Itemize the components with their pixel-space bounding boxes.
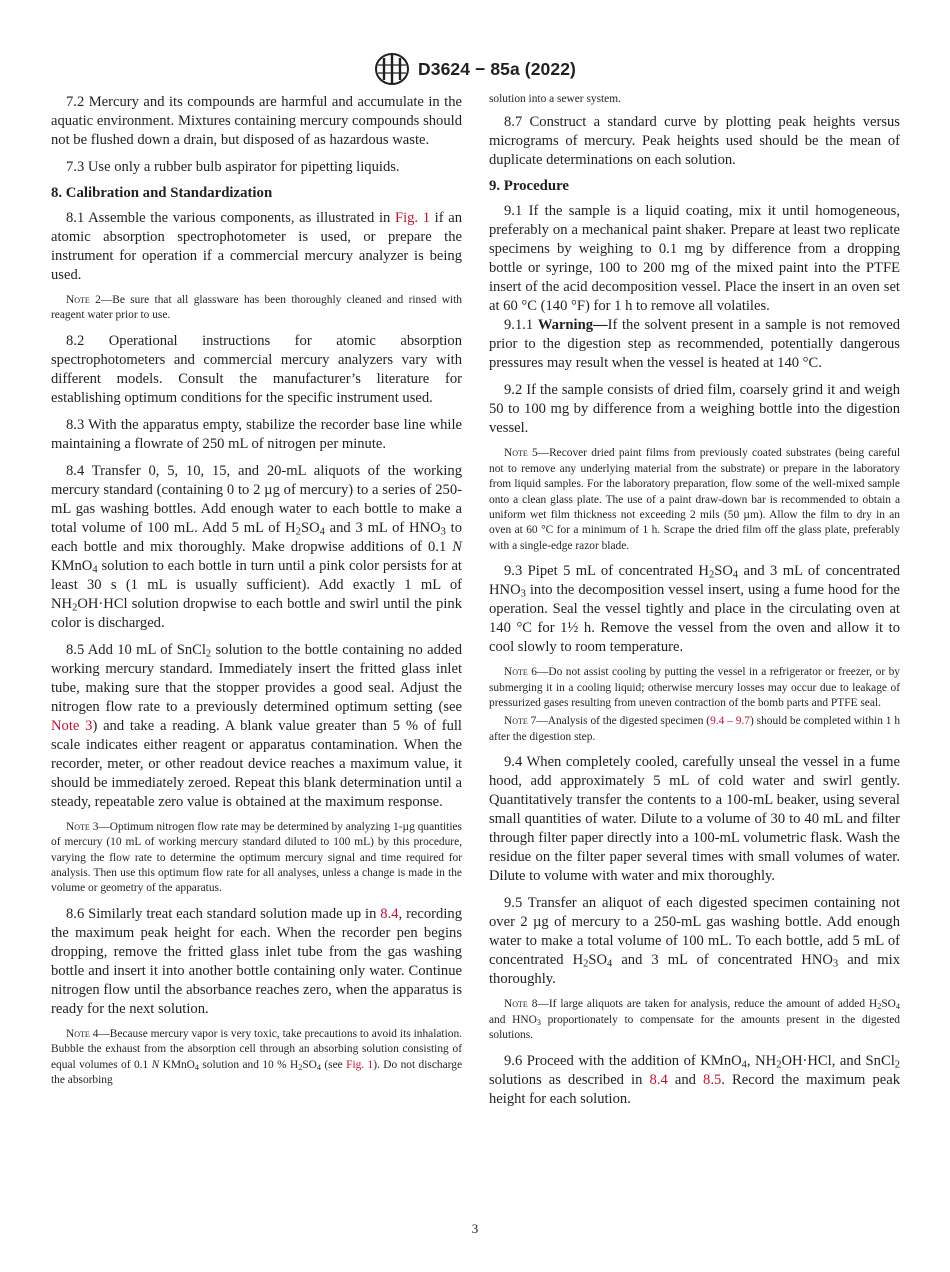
page-header [0, 52, 950, 91]
section-9-1-1: 9.1.1 Warning—If the solvent present in a sample is not removed prior to the digestion step as recommended, potentially dangerous pressures may result when the vessel is heated at 140 °C. [489, 317, 900, 372]
section-9-4-9-7-link[interactable]: 9.4 – 9.7 [710, 715, 750, 728]
fig-1-link-note4[interactable]: Fig. 1 [346, 1058, 374, 1071]
note-4-continuation: solution into a sewer system. [489, 93, 621, 105]
section-8-4: 8.4 Transfer 0, 5, 10, 15, and 20-mL aliquots of the working mercury standard (containing 0 to 2 µg of mercury) to a series of 250-mL gas washing bottles. Add enough water to each bottle to make a total volume of 100 mL. Add 5 mL of $H_2SO_4$ and 3 mL of $HNO_3$ to each bottle and mix thoroughly. Make dropwise additions of 0.1 N KMnO$_4$ solution to each bottle in turn until a pink color persists for at least 30 s (1 mL is usually sufficient). Add exactly 1 mL of $NH_2OH\cdot HCl$ solution dropwise to each bottle and swirl until the pink color is discharged. [51, 462, 463, 631]
section-8-4-link-2[interactable]: 8.4 [649, 1071, 668, 1088]
page-number: 3 [471, 1221, 479, 1236]
section-9-2: 9.2 If the sample consists of dried film, coarsely grind it and weigh 50 to 100 mg by difference from a weighing bottle into the digestion vessel. [489, 382, 900, 437]
note-5: Note 5—Recover dried paint films from previously coated substrates (being careful not to remove any underlying material from the substrate) or prepare in the laboratory from liquid samples. For the laboratory preparation, flow some of the well-mixed sample onto a clean glass plate. The use of a paint draw-down bar is recommended to obtain a uniform wet film thickness not exceeding 2 mils (50 µm). Allow the film to dry in an oven at 60 °C for a minimum of 1 h. Scrape the dried film off the glass plate, preferably with a single-edge razor blade. [489, 447, 900, 552]
right-column [489, 92, 900, 1117]
note-8: Note 8—If large aliquots are taken for analysis, reduce the amount of added $H_2SO_4$ and $HNO_3$ proportionately to compensate for the amounts present in the digested solutions. [489, 998, 900, 1042]
warning-label: Warning— [537, 317, 608, 334]
section-8-2: 8.2 Operational instructions for atomic absorption spectrophotometers and commercial mercury analyzers vary with different models. Consult the manufacturer’s literature for establishing optimum conditions for the specific instrument used. [51, 332, 462, 406]
document-id: D3624 − 85a (2022) [418, 58, 576, 79]
note-2: Note 2—Be sure that all glassware has been thoroughly cleaned and rinsed with reagent water prior to use. [51, 294, 462, 322]
left-column [51, 93, 462, 1096]
section-7-3: 7.3 Use only a rubber bulb aspirator for pipetting liquids. [66, 159, 400, 175]
heading-procedure: 9. Procedure [489, 178, 569, 195]
section-8-5-link[interactable]: 8.5 [703, 1071, 722, 1088]
section-9-3: 9.3 Pipet 5 mL of concentrated $H_2SO_4$ and 3 mL of concentrated $HNO_3$ into the decomposition vessel insert, using a fume hood for the operation. Seal the vessel tightly and place in the circulating oven at 140 °C for 1½ h. Remove the vessel from the oven and allow it to cool slowly to room temperature. [489, 563, 900, 656]
section-8-5: 8.5 Add 10 mL of SnCl$_2$ solution to the bottle containing no added working mercury standard. Immediately insert the fritted glass inlet tube, making sure that the stopper provides a good seal. Adjust the nitrogen flow rate to a previously determined optimum setting (see Note 3) and take a reading. A blank value greater than 5 % of full scale indicates either reagent or apparatus contamination. When the recorder, meter, or other readout device reaches a maximum value, it should be immediately zeroed. Repeat this blank determination until a steady, repeatable zero value is obtained at the maximum response. [51, 641, 462, 810]
note-7: Note 7—Analysis of the digested specimen (9.4 – 9.7) should be completed within 1 h after the digestion step. [489, 715, 901, 743]
note-3: Note 3—Optimum nitrogen flow rate may be determined by analyzing 1-µg quantities of mercury (10 mL of working mercury standard diluted to 100 mL) by this procedure, varying the flow rate to determine the optimum mercury signal and time required for analysis. Then use this optimum flow rate for all analyses, unless a change is made in the volume or geometry of the apparatus. [51, 820, 462, 895]
section-9-6: 9.6 Proceed with the addition of KMnO$_4$, $NH_2OH\cdot HCl$, and SnCl$_2$ solutions as described in 8.4 and 8.5. Record the maximum peak height for each solution. [489, 1052, 900, 1107]
section-8-7: 8.7 Construct a standard curve by plotting peak heights versus micrograms of mercury. Peak heights used should be the mean of duplicate determinations on each solution. [489, 114, 900, 169]
note-4: Note 4—Because mercury vapor is very toxic, take precautions to avoid its inhalation. Bubble the exhaust from the absorption cell through an absorbing solution consisting of equal volumes of 0.1 N KMnO$_4$ solution and 10 % $H_2SO_4$ (see Fig. 1). Do not discharge the absorbing [51, 1027, 463, 1087]
fig-1-link[interactable]: Fig. 1 [394, 210, 431, 226]
section-8-1: 8.1 Assemble the various components, as illustrated in Fig. 1 if an atomic absorption spectrophotometer is used, or prepare the instrument for operation if a commercial mercury analyzer is being used. [51, 210, 463, 283]
section-8-3: 8.3 With the apparatus empty, stabilize the recorder base line while maintaining a flowrate of 250 mL of nitrogen per minute. [51, 416, 462, 452]
note-6: Note 6—Do not assist cooling by putting the vessel in a refrigerator or freezer, or by submerging it in a cooling liquid; otherwise mercury losses may occur due to leakage of pressurized gases resulting from uneven contraction of the bomb parts and PTFE seal. [489, 666, 900, 710]
section-7-2: 7.2 Mercury and its compounds are harmful and accumulate in the aquatic environment. Mixtures containing mercury compounds should not be flushed down a drain, but disposed of as hazardous waste. [51, 94, 462, 148]
section-8-4-link[interactable]: 8.4 [380, 905, 399, 922]
section-9-1: 9.1 If the sample is a liquid coating, mix it until homogeneous, preferably on a mechanical paint shaker. Prepare at least two replicate specimens by weighing to 0.1 mg by difference from a dropping bottle or syringe, 100 to 200 mg of the mixed paint into the PTFE insert of the acid decomposition vessel. Place the insert in an oven set at 60 °C (140 °F) for 1 h to remove all volatiles. [489, 203, 900, 315]
section-9-5: 9.5 Transfer an aliquot of each digested specimen containing not over 2 µg of mercury to a 250-mL gas washing bottle. Add enough water to make a total volume of 100 mL. To each bottle, add 5 mL of concentrated $H_2SO_4$ and 3 mL of concentrated $HNO_3$ and mix thoroughly. [489, 895, 900, 988]
section-9-4: 9.4 When completely cooled, carefully unseal the vessel in a fume hood, add approximately 5 mL of cold water and swirl gently. Quantitatively transfer the contents to a 100-mL beaker, using several small quantities of water. Dilute to a volume of 30 to 40 mL and filter through filter paper directly into a 100-mL volumetric flask. Wash the residue on the filter paper several times with small volumes of water. Dilute to volume with water and mix thoroughly. [489, 754, 900, 885]
note-3-link[interactable]: Note 3 [51, 717, 93, 734]
section-8-6: 8.6 Similarly treat each standard solution made up in 8.4, recording the maximum peak height for each. When the recorder pen begins dropping, remove the fritted glass inlet tube from the gas washing bottle and insert it into another bottle containing only water. Continue nitrogen flow until the absorbance reaches zero, when the apparatus is ready for the next solution. [51, 905, 462, 1017]
heading-calibration: 8. Calibration and Standardization [51, 185, 273, 201]
astm-logo-icon [374, 52, 410, 86]
